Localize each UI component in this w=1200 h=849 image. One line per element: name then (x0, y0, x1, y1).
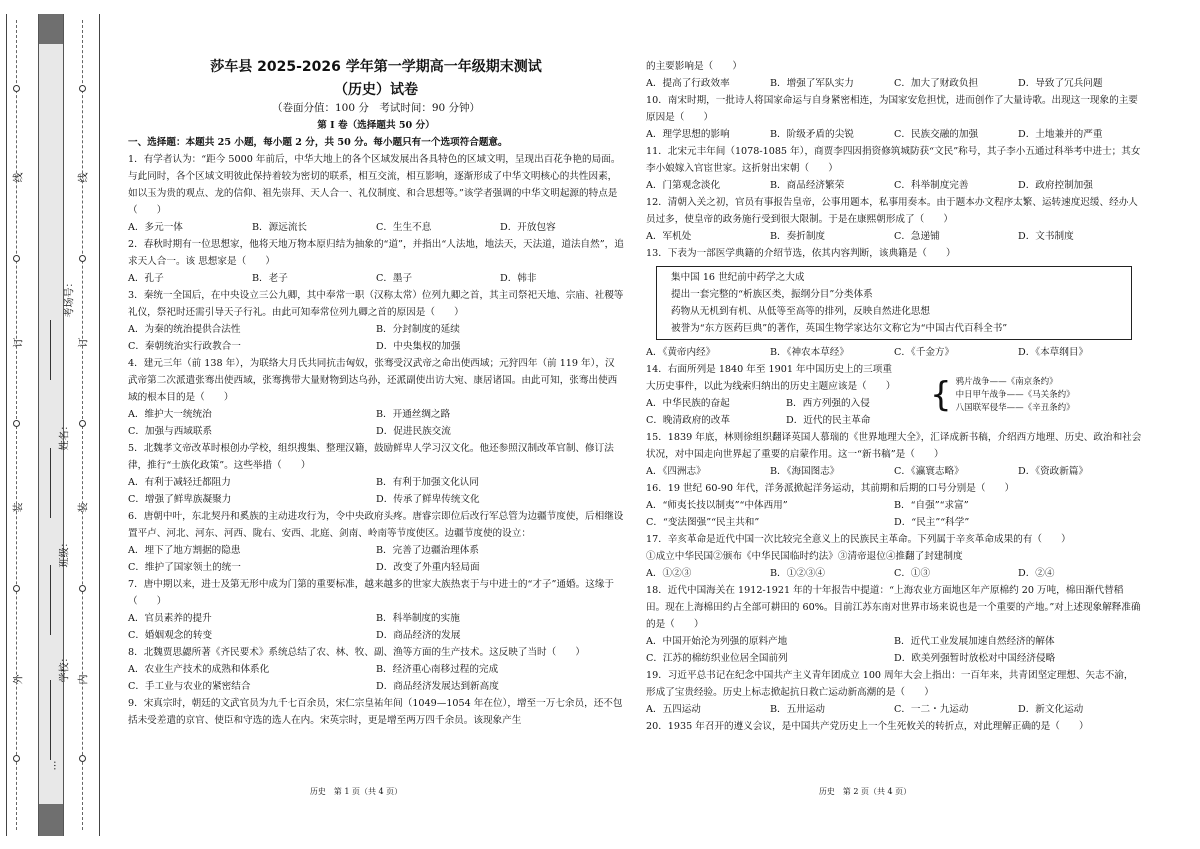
q5-options (128, 474, 624, 508)
q10-option-c[interactable]: C．民族交融的加强 (894, 129, 979, 140)
q1-options (128, 219, 624, 236)
q4-option-d[interactable]: D．促进民族交流 (376, 426, 451, 437)
q8-option-a[interactable]: A．农业生产技术的成熟和体系化 (128, 664, 270, 675)
question-1: 1．有学者认为：“距今 5000 年前后，中华大地上的各个区域发展出各具特色的区域文明，呈现出百花争艳的局面。与此同时，各个区域文明彼此保持着较为密切的联系，相互交流，相互影响，逐渐形成了中华文明核心的共性因素，如以玉为贵的观点、龙的信仰、祖先崇拜、天人合一、礼仪制度、和合思想等。”该学者强调的中华文明起源的特点是（ ） (128, 154, 621, 216)
q12-option-c[interactable]: C．急递铺 (894, 231, 940, 242)
q3-option-b[interactable]: B．分封制度的延续 (376, 324, 460, 335)
binding-hole (79, 755, 86, 762)
q16-option-a[interactable]: A．“师夷长技以制夷”“中体西用” (646, 500, 788, 511)
q8-option-d[interactable]: D．商品经济发展达到新高度 (376, 681, 499, 692)
binding-hole (13, 755, 20, 762)
page-footer-right: 历史 第 2 页（共 4 页） (818, 787, 912, 796)
q13-option-c[interactable]: C．《千金方》 (894, 347, 955, 358)
question-17: 17．辛亥革命是近代中国一次比较完全意义上的民族民主革命。下列属于辛亥革命成果的有（ ） (646, 534, 1071, 545)
q7-option-b[interactable]: B．科举制度的实施 (376, 613, 460, 624)
q10-options (646, 126, 1142, 143)
q9-option-b[interactable]: B．增强了军队实力 (770, 78, 854, 89)
binding-hole (79, 255, 86, 262)
question-15: 15．1839 年底，林则徐组织翻译英国人慕瑞的《世界地理大全》，汇译成新书稿，介绍西方地理、历史、政治和社会状况，对中国走向世界起了重要的启蒙作用。这一“新书稿”是（ ） (646, 432, 1142, 460)
q7-option-a[interactable]: A．官员素养的提升 (128, 613, 212, 624)
outer-binding-line (6, 14, 7, 836)
q15-option-c[interactable]: C．《瀛寰志略》 (894, 466, 964, 477)
outer-word-wai: 外 (13, 674, 25, 685)
exam-subtitle: （历史）试卷 (334, 82, 418, 98)
q2-option-a[interactable]: A．孔子 (128, 273, 164, 284)
q9-option-a[interactable]: A．提高了行政效率 (646, 78, 730, 89)
q18-options (646, 633, 1142, 667)
brace-symbol: { (930, 375, 952, 415)
q7-option-c[interactable]: C．婚姻观念的转变 (128, 630, 213, 641)
question-19: 19．习近平总书记在纪念中国共产主义青年团成立 100 周年大会上指出：一百年来，共青团坚定理想、矢志不渝，形成了宝贵经验。历史上标志掀起抗日救亡运动新高潮的是（ ） (646, 670, 1134, 698)
q9-options (646, 75, 1142, 92)
band-dark-bottom (39, 804, 63, 836)
q5-option-a[interactable]: A．有利于减轻迁都阻力 (128, 477, 231, 488)
q13-material-box (656, 266, 1132, 340)
question-2: 2．春秋时期有一位思想家，他将天地万物本原归结为抽象的“道”，并指出“人法地，地法天，天法道，道法自然”，追求天人合一。该 思想家是（ ） (128, 239, 624, 267)
q3-option-a[interactable]: A．为秦的统治提供合法性 (128, 324, 241, 335)
q17-options (646, 565, 1142, 582)
q4-option-b[interactable]: B．开通丝绸之路 (376, 409, 451, 420)
q7-option-d[interactable]: D．商品经济的发展 (376, 630, 461, 641)
label-school: 学校： (59, 652, 71, 683)
q8-option-b[interactable]: B．经济重心南移过程的完成 (376, 664, 499, 675)
q1-option-b[interactable]: B．源远流长 (252, 222, 308, 233)
q6-option-a[interactable]: A．埋下了地方割据的隐患 (128, 545, 241, 556)
question-16: 16．19 世纪 60-90 年代，洋务派掀起洋务运动，其前期和后期的口号分别是（ ） (646, 483, 1015, 494)
outer-word-zhuang: 装 (13, 502, 25, 513)
q14-option-b[interactable]: B．西方列强的入侵 (786, 398, 870, 409)
q2-options (128, 270, 624, 287)
q16-option-d[interactable]: D．“民主”“科学” (894, 517, 970, 528)
question-3: 3．秦统一全国后，在中央设立三公九卿，其中奉常一职（汉称太常）位列九卿之首，其主司祭祀天地、宗庙、社稷等礼仪，祭祀时还需引导天子行礼。由此可知奉常位列九卿之首的原因是（ ） (128, 290, 624, 318)
q11-option-c[interactable]: C．科举制度完善 (894, 180, 969, 191)
question-14-block (646, 361, 1142, 429)
question-4: 4．建元三年（前 138 年），为联络大月氏共同抗击匈奴，张骞受汉武帝之命出使西域；元狩四年（前 119 年），汉武帝第二次派遣张骞出使西域，张骞携带大量财物到达乌孙，还派副使出访大宛、康居诸国。由此可知，张骞出使西域的根本目的是（ ） (128, 358, 618, 403)
q14-option-a[interactable]: A．中华民族的奋起 (646, 398, 730, 409)
question-14-line-2: 大历史事件，以此为线索归纳出的历史主题应该是（ ） (646, 381, 896, 392)
q4-option-a[interactable]: A．维护大一统统治 (128, 409, 212, 420)
page-1-column (128, 54, 624, 729)
class-blank[interactable] (50, 565, 51, 635)
q11-options (646, 177, 1142, 194)
q13-material-line: 被誉为“东方医药巨典”的著作，英国生物学家达尔文称它为“中国古代百科全书” (671, 323, 1008, 334)
q11-option-d[interactable]: D．政府控制加强 (1018, 180, 1093, 191)
q4-options (128, 406, 624, 440)
q7-options (128, 610, 624, 644)
q12-options (646, 228, 1142, 245)
q6-options (128, 542, 624, 576)
q13-option-a[interactable]: A．《黄帝内经》 (646, 347, 716, 358)
q15-option-a[interactable]: A．《四洲志》 (646, 466, 706, 477)
q12-option-d[interactable]: D．文书制度 (1018, 231, 1074, 242)
instruction: 一、选择题：本题共 25 小题，每小题 2 分，共 50 分。每小题只有一个选项符合题意。 (128, 137, 508, 148)
binding-strip (0, 0, 124, 849)
q19-option-d[interactable]: D．新文化运动 (1018, 704, 1084, 715)
q16-option-b[interactable]: B．“自强”“求富” (894, 500, 969, 511)
q13-material-line: 药物从无机到有机、从低等至高等的排列，反映自然进化思想 (671, 306, 931, 317)
exam-title: 莎车县 2025-2026 学年第一学期高一年级期末测试 (210, 59, 542, 75)
q14-option-d[interactable]: D．近代的民主革命 (786, 415, 871, 426)
q6-option-c[interactable]: C．维护了国家领土的统一 (128, 562, 241, 573)
q8-options (128, 661, 624, 695)
name-blank[interactable] (50, 448, 51, 518)
q13-options (646, 344, 1142, 361)
question-5: 5．北魏孝文帝改革时根创办学校，组织搜集、整理汉籍，鼓励鲜卑人学习汉文化。他还参照汉制改革官制、修订法律，推行“士族化政策”。这些举措（ ） (128, 443, 614, 471)
q17-option-c[interactable]: C．①③ (894, 568, 931, 579)
inner-word-zhuang: 装 (78, 502, 90, 513)
q2-option-c[interactable]: C．墨子 (376, 273, 413, 284)
q14-event: 中日甲午战争——《马关条约》 (955, 389, 1075, 400)
question-12: 12．清朝入关之初，官员有事报告皇帝，公事用题本，私事用奏本。由于题本办文程序太繁、运转速度迟缓、经办人员过多，使皇帝的政务施行受到很大限制。于是在康熙朝形成了（ ） (646, 197, 1138, 225)
q5-option-d[interactable]: D．传承了鲜卑传统文化 (376, 494, 480, 505)
label-class: 班级： (59, 537, 71, 568)
question-9: 9．宋真宗时，朝廷的文武官员为九千七百余员，宋仁宗皇祐年间（1049—1054 年在位），增至一万七余员，还不包括未受差遣的京官、使臣和守选的选人在内。宋英宗时，更是增至两万四千余员。该现象产生 (128, 698, 623, 726)
q16-option-c[interactable]: C．“变法图强”“民主共和” (646, 517, 760, 528)
q6-option-d[interactable]: D．改变了外重内轻局面 (376, 562, 480, 573)
question-20: 20．1935 年召开的遵义会议，是中国共产党历史上一个生死攸关的转折点，对此理解正确的是（ ） (646, 721, 1089, 732)
exam-room-blank[interactable] (50, 320, 51, 380)
binding-hole (13, 585, 20, 592)
q12-option-b[interactable]: B．奏折制度 (770, 231, 826, 242)
page-footer-left: 历史 第 1 页（共 4 页） (309, 787, 403, 796)
q18-option-a[interactable]: A．中国开始沦为列强的原料产地 (646, 636, 788, 647)
band-dark-top (39, 14, 63, 44)
school-blank[interactable] (50, 680, 51, 760)
question-13: 13．下表为一部医学典籍的介绍节选，依其内容判断，该典籍是（ ） (646, 248, 956, 259)
q13-material-line: 集中国 16 世纪前中药学之大成 (671, 272, 805, 283)
page-2-column (646, 58, 1142, 735)
q14-option-c[interactable]: C．晚清政府的改革 (646, 415, 731, 426)
q2-option-d[interactable]: D．韩非 (500, 273, 537, 284)
label-exam-room: 考场号： (64, 277, 76, 318)
q3-options (128, 321, 624, 355)
q17-option-b[interactable]: B．①②③④ (770, 568, 826, 579)
q19-option-c[interactable]: C．一二・九运动 (894, 704, 969, 715)
q10-option-a[interactable]: A．理学思想的影响 (646, 129, 730, 140)
q19-options (646, 701, 1142, 718)
outer-word-xian: 线 (13, 172, 25, 183)
binding-hole (13, 420, 20, 427)
q16-options (646, 497, 1142, 531)
q11-option-a[interactable]: A．门第观念淡化 (646, 180, 721, 191)
q9-option-d[interactable]: D．导致了冗兵问题 (1018, 78, 1103, 89)
q12-option-a[interactable]: A．军机处 (646, 231, 692, 242)
q10-option-d[interactable]: D．土地兼并的严重 (1018, 129, 1103, 140)
q1-option-a[interactable]: A．多元一体 (128, 222, 183, 233)
binding-hole (79, 85, 86, 92)
question-17-items: ①成立中华民国②颁布《中华民国临时约法》③清帝退位④推翻了封建制度 (646, 551, 963, 562)
inner-word-ding: 订 (78, 337, 90, 348)
q4-option-c[interactable]: C．加强与西域联系 (128, 426, 213, 437)
q13-option-b[interactable]: B．《神农本草经》 (770, 347, 849, 358)
q3-option-c[interactable]: C．秦朝统治实行政教合一 (128, 341, 241, 352)
q15-options (646, 463, 1142, 480)
question-8: 8．北魏贾思勰所著《齐民要术》系统总结了农、林、牧、副、渔等方面的生产技术。这反映了当时（ ） (128, 647, 586, 658)
q5-option-b[interactable]: B．有利于加强文化认同 (376, 477, 479, 488)
q11-option-b[interactable]: B．商品经济繁荣 (770, 180, 845, 191)
binding-hole (79, 420, 86, 427)
q1-option-c[interactable]: C．生生不息 (376, 222, 432, 233)
outer-word-ding: 订 (13, 337, 25, 348)
binding-hole (13, 85, 20, 92)
section-heading: 第 I 卷（选择题共 50 分） (317, 120, 435, 131)
q6-option-b[interactable]: B．完善了边疆治理体系 (376, 545, 479, 556)
binding-hole (13, 255, 20, 262)
label-name: 姓名： (59, 420, 71, 451)
q19-option-b[interactable]: B．五卅运动 (770, 704, 826, 715)
q2-option-b[interactable]: B．老子 (252, 273, 288, 284)
q15-option-d[interactable]: D．《资政新篇》 (1018, 466, 1089, 477)
inner-binding-line (99, 14, 100, 836)
q13-material-line: 提出一套完整的“析族区类，振纲分目”分类体系 (671, 289, 873, 300)
q9-option-c[interactable]: C．加大了财政负担 (894, 78, 979, 89)
q3-option-d[interactable]: D．中央集权的加强 (376, 341, 461, 352)
q14-left (646, 361, 926, 429)
inner-word-nei: 内 (78, 674, 90, 685)
question-9-tail: 的主要影响是（ ） (646, 61, 742, 72)
question-6: 6．唐朝中叶，东北契丹和奚族的主动进攻行为，令中央政府头疼。唐睿宗即位后改行军总管为边疆节度使，后相继设置平卢、河北、河东、河西、陇右、安西、北庭、剑南、岭南等节度使区。边疆节度使的设立： (128, 511, 624, 539)
exam-info: （卷面分值：100 分 考试时间：90 分钟） (271, 102, 481, 114)
q10-option-b[interactable]: B．阶级矛盾的尖锐 (770, 129, 854, 140)
question-14-line-1: 14．右面所列是 1840 年至 1901 年中国历史上的三项重 (646, 364, 892, 375)
q13-option-d[interactable]: D．《本草纲目》 (1018, 347, 1089, 358)
q17-option-a[interactable]: A．①②③ (646, 568, 692, 579)
q15-option-b[interactable]: B．《海国图志》 (770, 466, 840, 477)
question-18: 18．近代中国海关在 1912-1921 年的十年报告中提道：“上海农业方面地区年产原棉约 20 万吨，棉田渐代替稻田。现在上海棉田约占全部可耕田的 60%。目前江苏东南对世界市场来说也是一个重要的产地。”对上述现象解释准确的是（ ） (646, 585, 1141, 630)
q17-option-d[interactable]: D．②④ (1018, 568, 1055, 579)
band-dots: … (47, 760, 59, 771)
inner-word-xian: 线 (78, 172, 90, 183)
q8-option-c[interactable]: C．手工业与农业的紧密结合 (128, 681, 251, 692)
q14-event: 八国联军侵华——《辛丑条约》 (955, 402, 1075, 413)
question-7: 7．唐中期以来，进士及第无形中成为门第的重要标准，越来越多的世家大族热衷于与中进士的“才子”通婚。这缘于（ ） (128, 579, 615, 607)
q14-event: 鸦片战争——《南京条约》 (955, 376, 1058, 387)
question-11: 11．北宋元丰年间（1078-1085 年），商贾李四因捐资修筑城防获“文民”称号，其子李小五通过科举考中进士；其女李小娘嫁入官宦世家。这折射出宋朝（ ） (646, 146, 1141, 174)
q19-option-a[interactable]: A．五四运动 (646, 704, 701, 715)
q14-options (646, 395, 926, 429)
q18-option-b[interactable]: B．近代工业发展加速自然经济的解体 (894, 636, 1055, 647)
q5-option-c[interactable]: C．增强了鲜卑族凝聚力 (128, 494, 232, 505)
binding-hole (79, 585, 86, 592)
q1-option-d[interactable]: D．开放包容 (500, 222, 556, 233)
q18-option-d[interactable]: D．欧美列强暂时放松对中国经济侵略 (894, 653, 1056, 664)
q18-option-c[interactable]: C．江苏的棉纺织业位居全国前列 (646, 653, 788, 664)
q14-event-list (956, 376, 1075, 415)
question-10: 10．南宋时期，一批诗人将国家命运与自身紧密相连，为国家安危担忧，进而创作了大量诗歌。出现这一现象的主要原因是（ ） (646, 95, 1138, 123)
